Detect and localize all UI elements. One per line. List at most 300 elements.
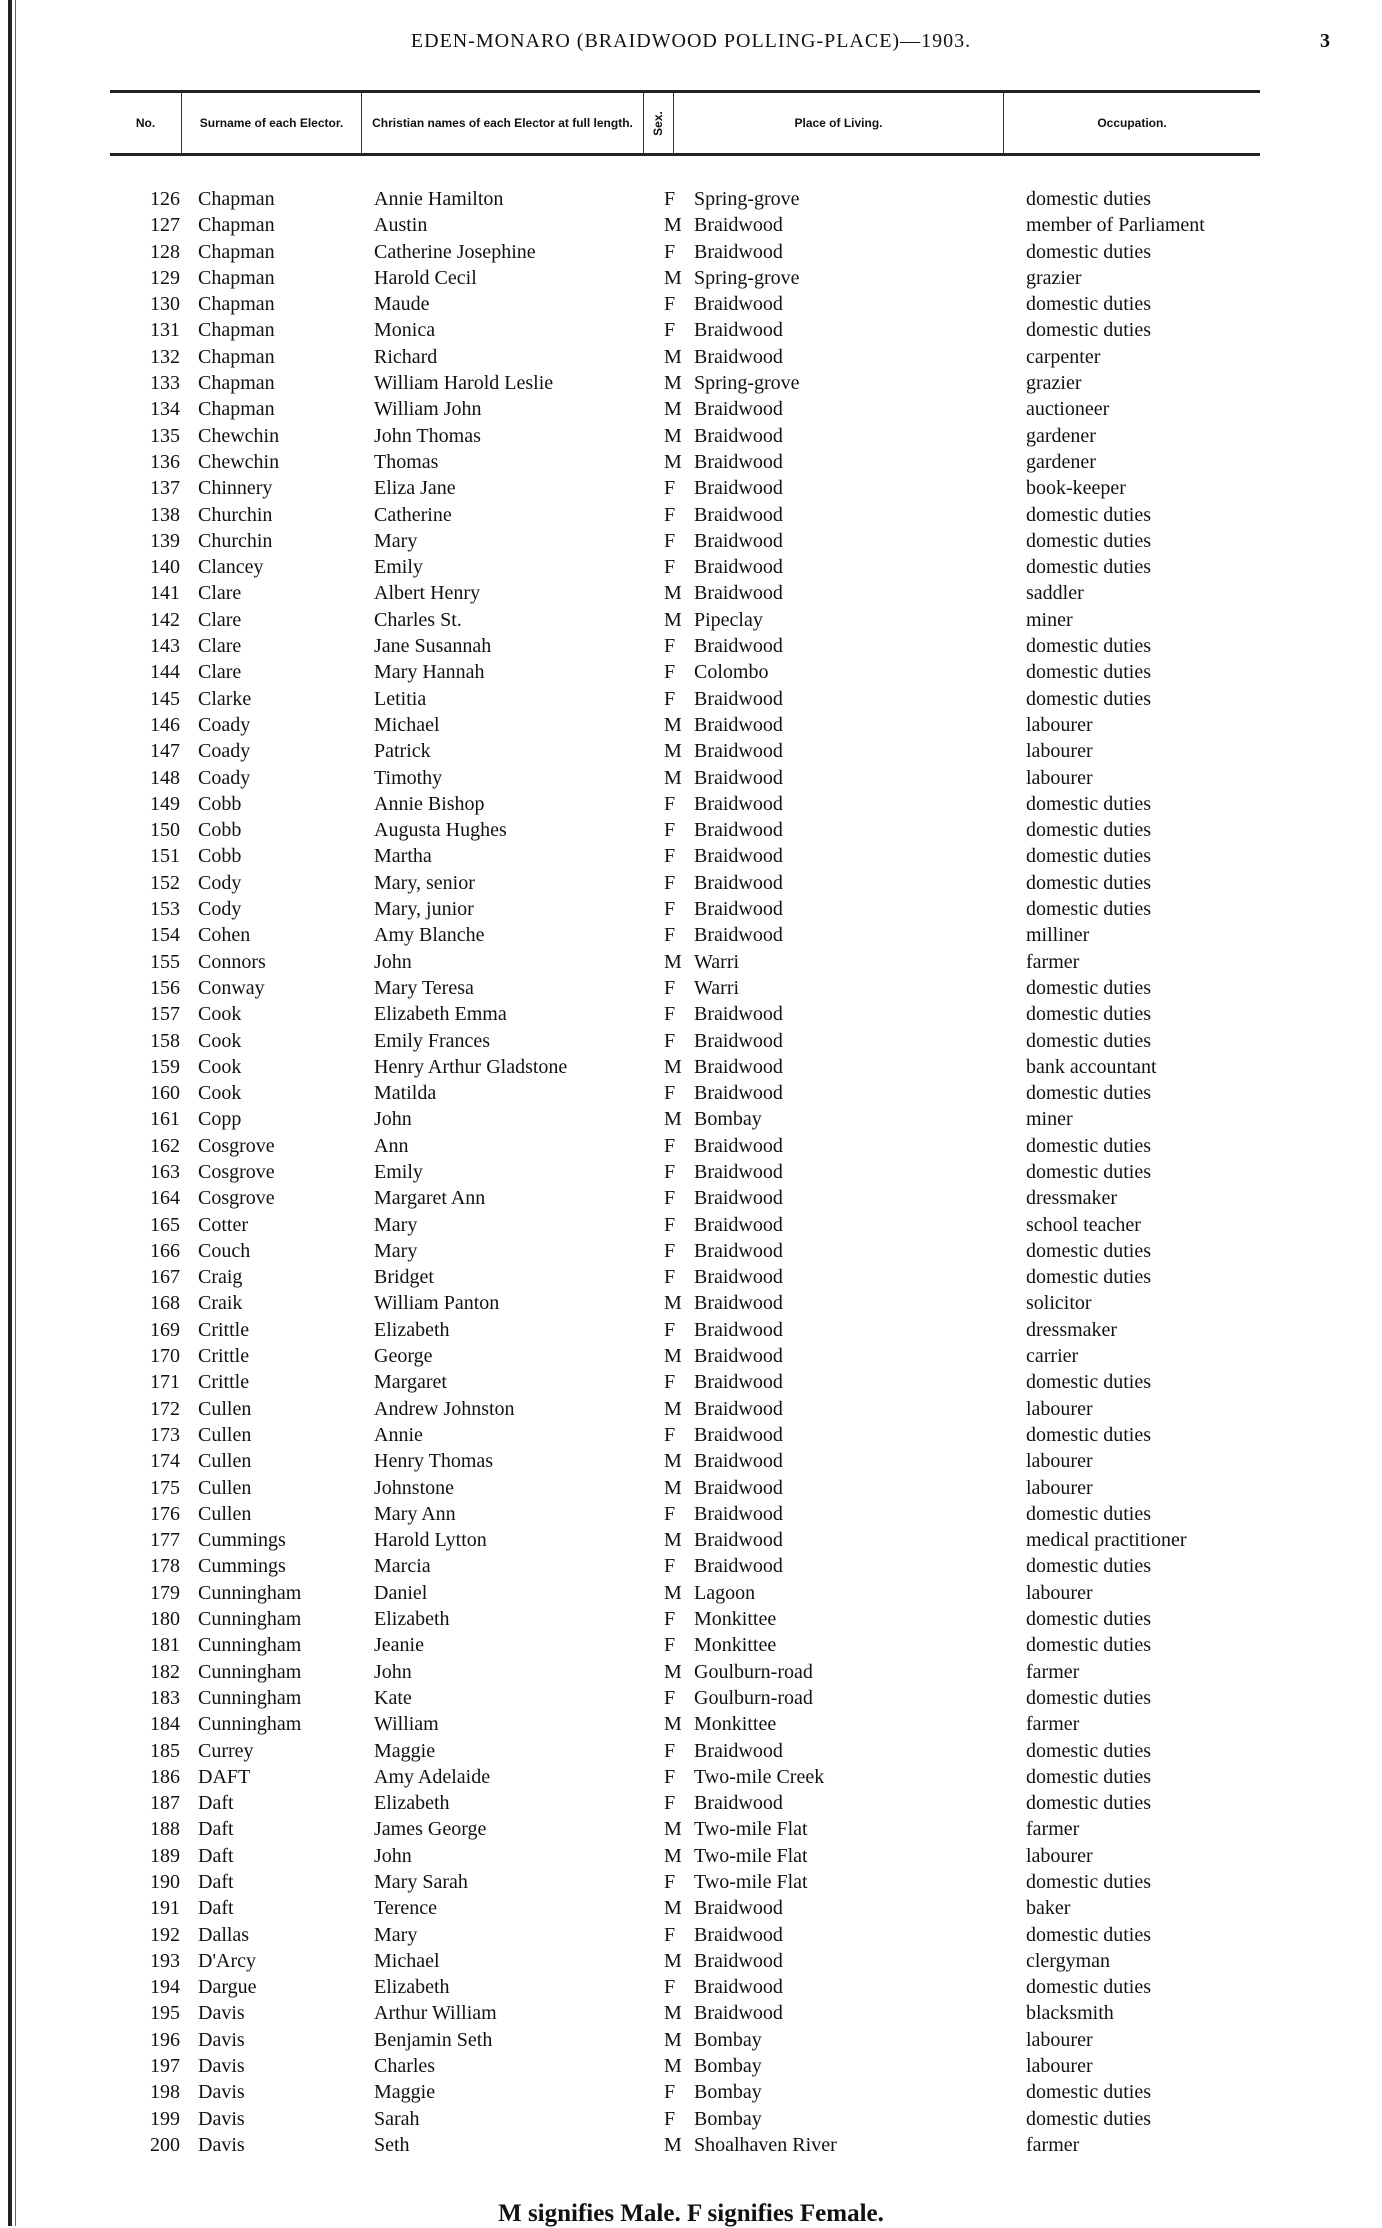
- elector-number: 167: [150, 1266, 180, 1289]
- elector-christian-names: Mary Teresa: [374, 976, 474, 999]
- table-row: [0, 396, 1382, 422]
- elector-occupation: domestic duties: [1026, 687, 1151, 710]
- table-row: [0, 1396, 1382, 1422]
- elector-christian-names: Amy Adelaide: [374, 1765, 491, 1788]
- elector-occupation: domestic duties: [1026, 661, 1151, 684]
- elector-occupation: domestic duties: [1026, 556, 1151, 579]
- elector-christian-names: Martha: [374, 845, 432, 868]
- elector-occupation: baker: [1026, 1897, 1071, 1920]
- elector-sex: F: [664, 1160, 676, 1183]
- elector-surname: Cook: [198, 1082, 242, 1105]
- elector-occupation: dressmaker: [1026, 1318, 1118, 1341]
- elector-occupation: labourer: [1026, 2028, 1093, 2051]
- elector-place: Braidwood: [694, 1134, 783, 1157]
- elector-occupation: domestic duties: [1026, 792, 1151, 815]
- table-row: [0, 554, 1382, 580]
- elector-surname: Clare: [198, 608, 242, 631]
- table-row: [0, 843, 1382, 869]
- elector-place: Bombay: [694, 2081, 762, 2104]
- table-row: [0, 2027, 1382, 2053]
- elector-place: Braidwood: [694, 1423, 783, 1446]
- elector-place: Braidwood: [694, 293, 783, 316]
- elector-christian-names: Austin: [374, 214, 428, 237]
- elector-surname: Cody: [198, 898, 242, 921]
- elector-number: 170: [150, 1345, 180, 1368]
- elector-occupation: grazier: [1026, 372, 1082, 395]
- elector-number: 137: [150, 477, 180, 500]
- elector-surname: Crittle: [198, 1318, 250, 1341]
- elector-sex: M: [664, 398, 682, 421]
- elector-place: Two-mile Flat: [694, 1871, 808, 1893]
- elector-sex: M: [664, 214, 682, 237]
- elector-sex: M: [664, 1108, 682, 1131]
- elector-sex: M: [664, 1476, 682, 1499]
- elector-surname: Cunningham: [198, 1713, 302, 1736]
- elector-number: 168: [150, 1292, 180, 1315]
- elector-surname: Daft: [198, 1871, 234, 1893]
- elector-place: Shoalhaven River: [694, 2133, 837, 2156]
- elector-sex: M: [664, 713, 682, 736]
- elector-occupation: labourer: [1026, 713, 1093, 736]
- elector-christian-names: Jane Susannah: [374, 635, 492, 658]
- table-row: [0, 896, 1382, 922]
- elector-sex: F: [664, 635, 676, 658]
- elector-occupation: domestic duties: [1026, 319, 1151, 342]
- elector-surname: Clare: [198, 661, 242, 684]
- elector-surname: Coady: [198, 740, 251, 763]
- elector-occupation: domestic duties: [1026, 845, 1151, 868]
- elector-surname: Cotter: [198, 1213, 248, 1236]
- table-row: [0, 1448, 1382, 1474]
- elector-surname: Cunningham: [198, 1581, 302, 1604]
- elector-sex: F: [664, 1923, 676, 1946]
- table-row: [0, 291, 1382, 317]
- elector-number: 199: [150, 2107, 180, 2130]
- elector-number: 146: [150, 713, 180, 736]
- elector-number: 198: [150, 2081, 180, 2104]
- elector-place: Braidwood: [694, 1055, 783, 1078]
- elector-surname: Davis: [198, 2055, 245, 2078]
- elector-place: Braidwood: [694, 713, 783, 736]
- elector-occupation: domestic duties: [1026, 976, 1151, 999]
- table-row: [0, 949, 1382, 975]
- elector-surname: Cosgrove: [198, 1160, 275, 1183]
- elector-number: 140: [150, 556, 180, 579]
- elector-christian-names: Augusta Hughes: [374, 819, 507, 842]
- table-row: [0, 1606, 1382, 1632]
- elector-occupation: farmer: [1026, 950, 1080, 973]
- elector-surname: Chapman: [198, 398, 275, 421]
- table-row: [0, 1054, 1382, 1080]
- elector-surname: Cook: [198, 1055, 242, 1078]
- elector-number: 143: [150, 635, 180, 658]
- elector-number: 134: [150, 398, 180, 421]
- table-row: [0, 817, 1382, 843]
- elector-surname: Craik: [198, 1292, 243, 1315]
- elector-place: Braidwood: [694, 924, 783, 947]
- elector-christian-names: Margaret Ann: [374, 1187, 486, 1210]
- elector-surname: Daft: [198, 1792, 234, 1815]
- elector-number: 195: [150, 2002, 180, 2025]
- elector-number: 155: [150, 950, 180, 973]
- elector-sex: M: [664, 1949, 682, 1972]
- elector-surname: Chapman: [198, 266, 275, 289]
- elector-surname: Chinnery: [198, 477, 273, 500]
- table-row: [0, 1948, 1382, 1974]
- elector-christian-names: James George: [374, 1818, 487, 1841]
- elector-occupation: labourer: [1026, 2055, 1093, 2078]
- table-row: [0, 2079, 1382, 2105]
- elector-christian-names: William John: [374, 398, 482, 421]
- table-row: [0, 1711, 1382, 1737]
- elector-occupation: school teacher: [1026, 1213, 1141, 1236]
- elector-christian-names: Mary: [374, 1213, 418, 1236]
- elector-place: Braidwood: [694, 871, 783, 894]
- elector-surname: Clare: [198, 582, 242, 605]
- elector-sex: M: [664, 1897, 682, 1920]
- elector-occupation: domestic duties: [1026, 1608, 1151, 1631]
- elector-number: 178: [150, 1555, 180, 1578]
- elector-occupation: domestic duties: [1026, 1634, 1151, 1657]
- table-row: [0, 1685, 1382, 1711]
- elector-place: Braidwood: [694, 529, 783, 552]
- table-row: [0, 975, 1382, 1001]
- elector-christian-names: Harold Lytton: [374, 1529, 487, 1552]
- table-row: [0, 2053, 1382, 2079]
- elector-sex: F: [664, 2107, 676, 2130]
- elector-occupation: labourer: [1026, 766, 1093, 789]
- elector-sex: M: [664, 2133, 682, 2156]
- elector-surname: Chapman: [198, 345, 275, 368]
- elector-sex: F: [664, 1423, 676, 1446]
- elector-place: Braidwood: [694, 740, 783, 763]
- table-row: [0, 2000, 1382, 2026]
- elector-surname: Cunningham: [198, 1686, 302, 1709]
- elector-surname: Cullen: [198, 1397, 252, 1420]
- table-row: [0, 1369, 1382, 1395]
- elector-christian-names: Johnstone: [374, 1476, 454, 1499]
- elector-place: Spring-grove: [694, 266, 800, 289]
- column-header-occupation: Occupation.: [1097, 115, 1167, 130]
- elector-place: Braidwood: [694, 2002, 783, 2025]
- elector-sex: F: [664, 1555, 676, 1578]
- elector-place: Braidwood: [694, 819, 783, 842]
- elector-christian-names: Jeanie: [374, 1634, 424, 1657]
- elector-place: Braidwood: [694, 1976, 783, 1999]
- elector-place: Goulburn-road: [694, 1686, 813, 1709]
- elector-occupation: saddler: [1026, 582, 1084, 605]
- elector-surname: Copp: [198, 1108, 242, 1131]
- elector-christian-names: Richard: [374, 345, 438, 368]
- column-header-no: No.: [110, 93, 182, 153]
- elector-number: 187: [150, 1792, 180, 1815]
- elector-christian-names: Arthur William: [374, 2002, 497, 2025]
- elector-number: 183: [150, 1686, 180, 1709]
- column-header-sex: [644, 93, 674, 153]
- elector-number: 192: [150, 1923, 180, 1946]
- elector-place: Braidwood: [694, 1397, 783, 1420]
- elector-list: [0, 186, 1382, 2158]
- elector-surname: Cook: [198, 1029, 242, 1052]
- elector-surname: Cook: [198, 1003, 242, 1026]
- elector-occupation: miner: [1026, 608, 1073, 631]
- elector-number: 161: [150, 1108, 180, 1131]
- table-row: [0, 633, 1382, 659]
- elector-sex: F: [664, 2081, 676, 2104]
- elector-christian-names: Catherine Josephine: [374, 240, 536, 263]
- elector-sex: F: [664, 293, 676, 316]
- elector-number: 149: [150, 792, 180, 815]
- elector-number: 138: [150, 503, 180, 526]
- elector-place: Bombay: [694, 2028, 762, 2051]
- elector-number: 130: [150, 293, 180, 316]
- elector-number: 194: [150, 1976, 180, 1999]
- elector-place: Braidwood: [694, 687, 783, 710]
- elector-place: Two-mile Flat: [694, 1818, 808, 1841]
- elector-occupation: domestic duties: [1026, 293, 1151, 316]
- elector-place: Braidwood: [694, 582, 783, 605]
- table-row: [0, 1422, 1382, 1448]
- elector-sex: F: [664, 924, 676, 947]
- table-row: [0, 1922, 1382, 1948]
- elector-surname: Daft: [198, 1818, 234, 1841]
- table-row: [0, 738, 1382, 764]
- table-row: [0, 186, 1382, 212]
- elector-surname: Davis: [198, 2002, 245, 2025]
- elector-place: Two-mile Flat: [694, 1844, 808, 1867]
- elector-occupation: carpenter: [1026, 345, 1101, 368]
- elector-place: Braidwood: [694, 1029, 783, 1052]
- elector-sex: F: [664, 898, 676, 921]
- elector-place: Bombay: [694, 1108, 762, 1131]
- elector-christian-names: Mary Sarah: [374, 1871, 468, 1893]
- elector-place: Braidwood: [694, 1949, 783, 1972]
- elector-place: Braidwood: [694, 477, 783, 500]
- table-row: [0, 659, 1382, 685]
- elector-occupation: domestic duties: [1026, 1423, 1151, 1446]
- elector-place: Spring-grove: [694, 372, 800, 395]
- elector-christian-names: Annie: [374, 1423, 423, 1446]
- elector-christian-names: Thomas: [374, 450, 439, 473]
- elector-sex: F: [664, 319, 676, 342]
- elector-place: Braidwood: [694, 1555, 783, 1578]
- elector-surname: Crittle: [198, 1371, 250, 1394]
- elector-christian-names: Elizabeth: [374, 1318, 450, 1341]
- elector-place: Braidwood: [694, 1450, 783, 1473]
- elector-christian-names: Maude: [374, 293, 430, 316]
- elector-christian-names: Daniel: [374, 1581, 428, 1604]
- elector-occupation: gardener: [1026, 450, 1096, 473]
- elector-occupation: domestic duties: [1026, 635, 1151, 658]
- elector-christian-names: Monica: [374, 319, 436, 342]
- elector-christian-names: Elizabeth: [374, 1976, 450, 1999]
- elector-number: 190: [150, 1871, 180, 1893]
- elector-place: Braidwood: [694, 766, 783, 789]
- elector-christian-names: Matilda: [374, 1082, 437, 1105]
- elector-occupation: milliner: [1026, 924, 1090, 947]
- elector-sex: F: [664, 1739, 676, 1762]
- elector-christian-names: Charles St.: [374, 608, 462, 631]
- elector-number: 175: [150, 1476, 180, 1499]
- elector-number: 136: [150, 450, 180, 473]
- elector-number: 182: [150, 1660, 180, 1683]
- table-row: [0, 502, 1382, 528]
- elector-sex: M: [664, 372, 682, 395]
- elector-christian-names: Terence: [374, 1897, 437, 1920]
- elector-surname: Cullen: [198, 1450, 252, 1473]
- elector-place: Braidwood: [694, 1082, 783, 1105]
- elector-occupation: domestic duties: [1026, 898, 1151, 921]
- elector-sex: F: [664, 1792, 676, 1815]
- elector-occupation: blacksmith: [1026, 2002, 1114, 2025]
- table-row: [0, 1212, 1382, 1238]
- elector-place: Braidwood: [694, 1739, 783, 1762]
- elector-occupation: domestic duties: [1026, 240, 1151, 263]
- elector-sex: F: [664, 1765, 676, 1788]
- elector-number: 191: [150, 1897, 180, 1920]
- elector-sex: F: [664, 1187, 676, 1210]
- elector-number: 164: [150, 1187, 180, 1210]
- elector-place: Warri: [694, 950, 740, 973]
- elector-sex: M: [664, 608, 682, 631]
- elector-christian-names: Henry Thomas: [374, 1450, 494, 1473]
- elector-occupation: gardener: [1026, 424, 1096, 447]
- elector-occupation: domestic duties: [1026, 1160, 1151, 1183]
- elector-surname: Dallas: [198, 1923, 250, 1946]
- table-row: [0, 1264, 1382, 1290]
- elector-number: 189: [150, 1844, 180, 1867]
- elector-surname: Clancey: [198, 556, 264, 579]
- table-row: [0, 1632, 1382, 1658]
- elector-christian-names: William: [374, 1713, 439, 1736]
- elector-sex: M: [664, 950, 682, 973]
- elector-occupation: domestic duties: [1026, 819, 1151, 842]
- elector-number: 145: [150, 687, 180, 710]
- elector-surname: Chapman: [198, 188, 275, 210]
- elector-occupation: farmer: [1026, 1660, 1080, 1683]
- elector-occupation: domestic duties: [1026, 1134, 1151, 1157]
- elector-occupation: domestic duties: [1026, 1792, 1151, 1815]
- elector-occupation: domestic duties: [1026, 1371, 1151, 1394]
- elector-occupation: book-keeper: [1026, 477, 1126, 500]
- elector-christian-names: Catherine: [374, 503, 452, 526]
- elector-sex: F: [664, 1371, 676, 1394]
- elector-christian-names: John: [374, 1660, 412, 1683]
- elector-christian-names: John: [374, 1108, 412, 1131]
- elector-sex: F: [664, 240, 676, 263]
- elector-christian-names: Mary Hannah: [374, 661, 485, 684]
- elector-occupation: labourer: [1026, 1450, 1093, 1473]
- elector-sex: F: [664, 792, 676, 815]
- elector-surname: Currey: [198, 1739, 254, 1762]
- elector-christian-names: Kate: [374, 1686, 412, 1709]
- elector-place: Braidwood: [694, 1502, 783, 1525]
- elector-place: Spring-grove: [694, 188, 800, 210]
- elector-sex: F: [664, 188, 676, 210]
- elector-surname: Chapman: [198, 214, 275, 237]
- elector-surname: Daft: [198, 1844, 234, 1867]
- elector-occupation: labourer: [1026, 1476, 1093, 1499]
- elector-christian-names: Mary Ann: [374, 1502, 456, 1525]
- column-header-sex-label: Sex.: [651, 110, 665, 136]
- elector-surname: Chewchin: [198, 450, 280, 473]
- elector-sex: M: [664, 1397, 682, 1420]
- elector-place: Lagoon: [694, 1581, 756, 1604]
- table-row: [0, 370, 1382, 396]
- table-row: [0, 1553, 1382, 1579]
- elector-surname: Davis: [198, 2107, 245, 2130]
- elector-sex: M: [664, 2002, 682, 2025]
- table-row: [0, 1133, 1382, 1159]
- elector-christian-names: Charles: [374, 2055, 436, 2078]
- elector-sex: F: [664, 1608, 676, 1631]
- elector-occupation: domestic duties: [1026, 1871, 1151, 1893]
- elector-sex: F: [664, 1134, 676, 1157]
- elector-number: 162: [150, 1134, 180, 1157]
- elector-place: Braidwood: [694, 1292, 783, 1315]
- elector-occupation: domestic duties: [1026, 1739, 1151, 1762]
- table-row: [0, 344, 1382, 370]
- elector-place: Braidwood: [694, 792, 783, 815]
- elector-place: Pipeclay: [694, 608, 763, 631]
- table-row: [0, 1869, 1382, 1895]
- table-row: [0, 1527, 1382, 1553]
- elector-sex: M: [664, 1844, 682, 1867]
- elector-number: 200: [150, 2133, 180, 2156]
- elector-sex: M: [664, 2028, 682, 2051]
- elector-number: 157: [150, 1003, 180, 1026]
- elector-sex: F: [664, 661, 676, 684]
- elector-surname: Cunningham: [198, 1608, 302, 1631]
- page-number: 3: [1320, 30, 1330, 52]
- table-row: [0, 1475, 1382, 1501]
- elector-christian-names: Amy Blanche: [374, 924, 485, 947]
- elector-occupation: labourer: [1026, 1581, 1093, 1604]
- elector-place: Braidwood: [694, 424, 783, 447]
- elector-number: 148: [150, 766, 180, 789]
- elector-occupation: domestic duties: [1026, 1029, 1151, 1052]
- table-row: [0, 870, 1382, 896]
- elector-number: 179: [150, 1581, 180, 1604]
- elector-surname: Cosgrove: [198, 1187, 275, 1210]
- elector-surname: Cunningham: [198, 1634, 302, 1657]
- elector-sex: M: [664, 266, 682, 289]
- elector-place: Braidwood: [694, 450, 783, 473]
- table-row: [0, 475, 1382, 501]
- elector-surname: Cunningham: [198, 1660, 302, 1683]
- table-row: [0, 1238, 1382, 1264]
- elector-christian-names: Timothy: [374, 766, 443, 789]
- elector-sex: F: [664, 556, 676, 579]
- elector-number: 129: [150, 266, 180, 289]
- elector-christian-names: Annie Bishop: [374, 792, 485, 815]
- elector-christian-names: Emily Frances: [374, 1029, 491, 1052]
- elector-surname: Clare: [198, 635, 242, 658]
- elector-occupation: domestic duties: [1026, 1502, 1151, 1525]
- elector-occupation: domestic duties: [1026, 1555, 1151, 1578]
- table-row: [0, 1843, 1382, 1869]
- elector-sex: M: [664, 766, 682, 789]
- page-title: EDEN-MONARO (BRAIDWOOD POLLING-PLACE)—1903.: [410, 30, 972, 52]
- elector-number: 166: [150, 1239, 180, 1262]
- elector-christian-names: Marcia: [374, 1555, 431, 1578]
- elector-place: Braidwood: [694, 1003, 783, 1026]
- elector-place: Monkittee: [694, 1713, 777, 1736]
- elector-occupation: domestic duties: [1026, 1765, 1151, 1788]
- elector-number: 147: [150, 740, 180, 763]
- elector-number: 142: [150, 608, 180, 631]
- elector-surname: Daft: [198, 1897, 234, 1920]
